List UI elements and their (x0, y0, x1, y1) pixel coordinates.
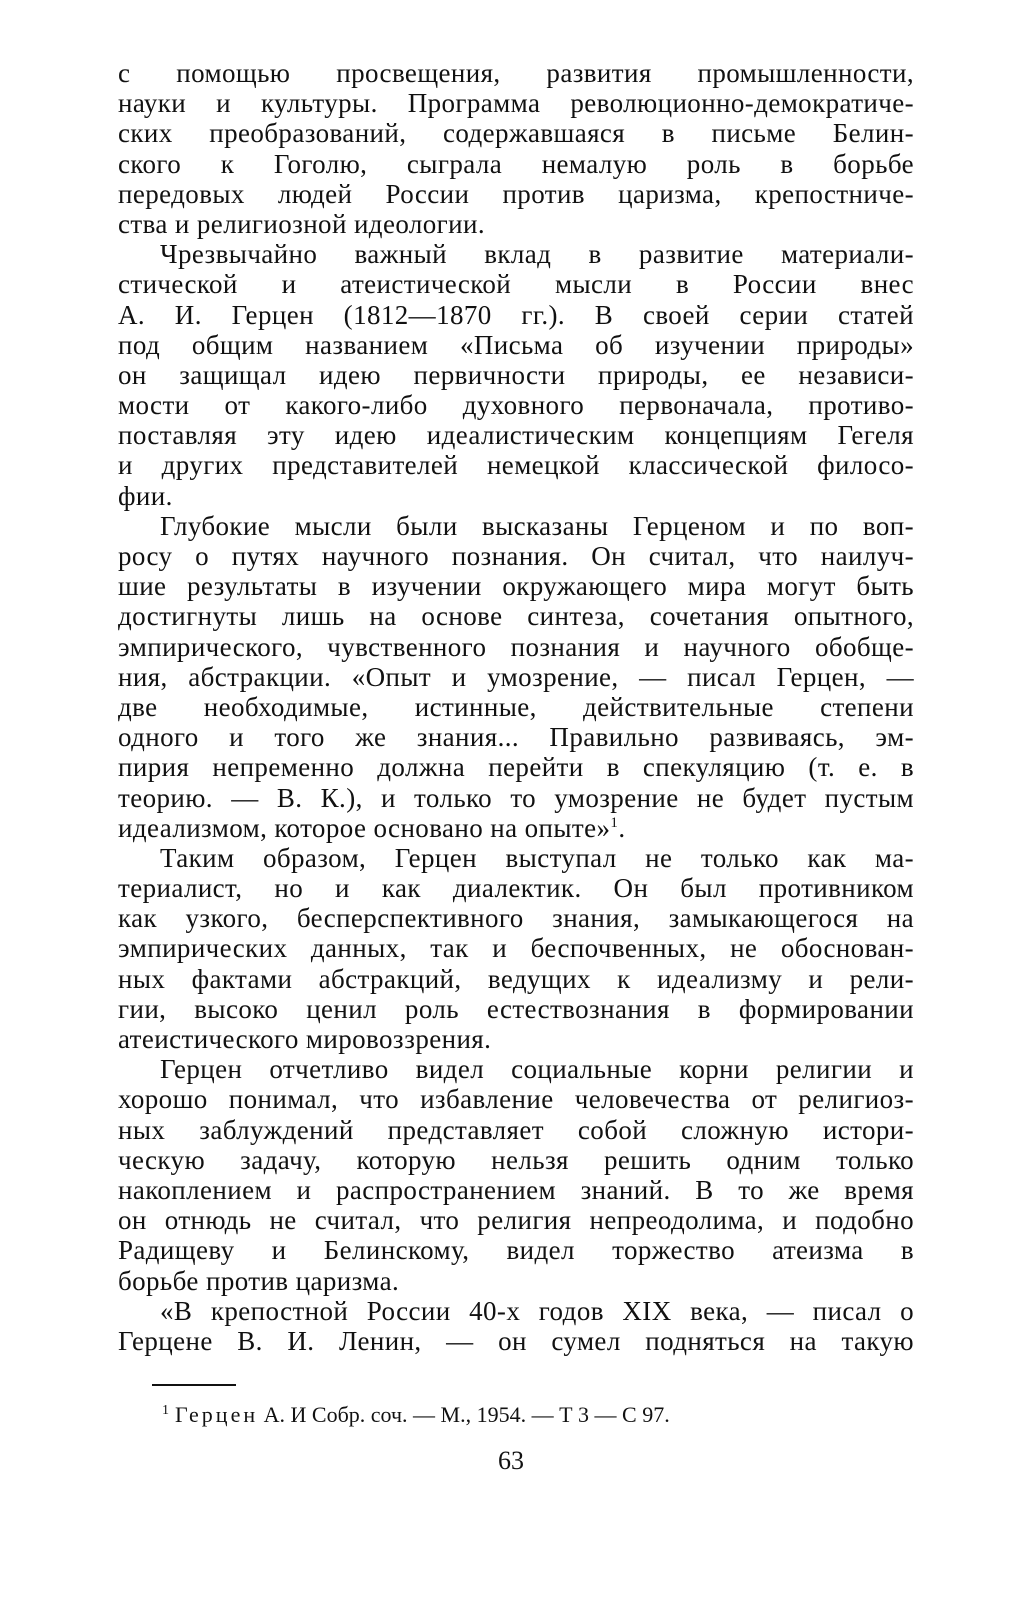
text-line-content: поставляя эту идею идеалистическим концепциям Гегеля (118, 420, 914, 451)
text-line-content: передовых людей России против царизма, крепостниче- (118, 178, 914, 209)
text-line-content: фии. (118, 480, 173, 511)
text-line-content: ния, абстракции. «Опыт и умозрение, — писал Герцен, — (118, 661, 914, 692)
text-line (118, 1115, 914, 1145)
text-line-content: он отнюдь не считал, что религия непреодолима, и подобно (118, 1205, 914, 1236)
text-line (118, 903, 914, 933)
text-line (118, 1205, 914, 1235)
footnote-citation: А. И Собр. соч. — М., 1954. — Т 3 — С 97. (258, 1402, 670, 1428)
text-line (118, 662, 914, 692)
text-line-content: «В крепостной России 40-х годов XIX века, — писал о (160, 1295, 914, 1326)
text-line-content: две необходимые, истинные, действительные степени (118, 691, 914, 722)
text-line-content: он защищал идею первичности природы, ее независи- (118, 359, 914, 390)
text-line-content: Герцене В. И. Ленин, — он сумел подняться на такую (118, 1325, 914, 1356)
text-line-content: Радищеву и Белинскому, видел торжество атеизма в (118, 1235, 914, 1266)
text-line (118, 511, 914, 541)
text-line (118, 601, 914, 631)
text-line-content: ских преобразований, содержавшаяся в письме Белин- (118, 118, 914, 149)
text-line (118, 58, 914, 88)
text-line (118, 269, 914, 299)
text-line-content: шие результаты в изучении окружающего мира могут быть (118, 571, 914, 602)
text-line (118, 571, 914, 601)
text-line-content: А. И. Герцен (1812—1870 гг.). В своей серии статей (118, 299, 914, 330)
text-line (118, 88, 914, 118)
text-line-content: ческую задачу, которую нельзя решить одним только (118, 1144, 914, 1175)
text-line-content: как узкого, бесперспективного знания, замыкающегося на (118, 903, 914, 934)
text-line (118, 420, 914, 450)
text-line-content: мости от какого-либо духовного первоначала, противо- (118, 390, 914, 421)
text-line (118, 450, 914, 480)
text-line-content: накоплением и распространением знаний. В то же время (118, 1174, 914, 1205)
text-line (118, 1235, 914, 1265)
text-line-content: гии, высоко ценил роль естествознания в формировании (118, 993, 914, 1024)
text-line (118, 1266, 914, 1296)
text-line (118, 1296, 914, 1326)
text-line-content: ства и религиозной идеологии. (118, 208, 485, 239)
text-line (118, 994, 914, 1024)
text-line-content: ных фактами абстракций, ведущих к идеализму и рели- (118, 963, 914, 994)
text-line-content: Таким образом, Герцен выступал не только как ма- (160, 842, 914, 873)
page-text (118, 58, 914, 1356)
text-line (118, 1054, 914, 1084)
text-line-tail: . (618, 812, 626, 843)
text-line (118, 360, 914, 390)
text-line (118, 1175, 914, 1205)
text-line (118, 722, 914, 752)
text-line-content: одного и того же знания... Правильно развиваясь, эм- (118, 722, 914, 753)
text-line (118, 390, 914, 420)
text-line-content: хорошо понимал, что избавление человечества от религиоз- (118, 1084, 914, 1115)
footnote-marker: 1 (162, 1403, 169, 1419)
text-line (118, 118, 914, 148)
text-line-content: эмпирического, чувственного познания и научного обобще- (118, 631, 914, 662)
text-line-content: стической и атеистической мысли в России внес (118, 269, 914, 300)
text-line-content: достигнуты лишь на основе синтеза, сочетания опытного, (118, 601, 914, 632)
text-line (118, 179, 914, 209)
footnote-reference: 1 (610, 814, 619, 831)
text-line-content: пирия непременно должна перейти в спекуляцию (т. е. в (118, 752, 914, 783)
text-line-content: науки и культуры. Программа революционно-демократиче- (118, 88, 914, 119)
footnote-author: Герцен (175, 1402, 259, 1428)
text-line-content: ных заблуждений представляет собой сложную истори- (118, 1114, 914, 1145)
text-line (118, 1084, 914, 1114)
text-line (118, 239, 914, 269)
text-line-content: ского к Гоголю, сыграла немалую роль в борьбе (118, 148, 914, 179)
text-line (118, 1326, 914, 1356)
text-line (118, 1024, 914, 1054)
text-line (118, 541, 914, 571)
text-line (118, 813, 914, 843)
text-line-content: борьбе против царизма. (118, 1265, 400, 1296)
text-line-content: эмпирических данных, так и беспочвенных, не обоснован- (118, 933, 914, 964)
text-line (118, 873, 914, 903)
text-line-content: теорию. — В. К.), и только то умозрение не будет пустым (118, 782, 914, 813)
footnote-divider (152, 1384, 236, 1386)
text-line (118, 692, 914, 722)
text-line (118, 752, 914, 782)
text-line (118, 300, 914, 330)
text-line (118, 330, 914, 360)
text-line-content: Глубокие мысли были высказаны Герценом и по воп- (160, 510, 914, 541)
text-line-content: атеистического мировоззрения. (118, 1024, 492, 1054)
text-line (118, 209, 914, 239)
text-line (118, 1145, 914, 1175)
text-line (118, 481, 914, 511)
page-number: 63 (498, 1446, 524, 1476)
text-line-content: териалист, но и как диалектик. Он был противником (118, 873, 914, 904)
text-line-content: идеализмом, которое основано на опыте» (118, 812, 611, 843)
text-line (118, 632, 914, 662)
text-line-content: Герцен отчетливо видел социальные корни религии и (160, 1054, 914, 1085)
footnote (162, 1398, 670, 1428)
text-line-content: под общим названием «Письма об изучении природы» (118, 329, 914, 360)
text-line (118, 783, 914, 813)
text-line (118, 843, 914, 873)
text-line (118, 964, 914, 994)
text-line (118, 149, 914, 179)
text-line-content: и других представителей немецкой классической филосо- (118, 450, 914, 481)
text-line (118, 933, 914, 963)
text-line-content: росу о путях научного познания. Он считал, что наилуч- (118, 541, 914, 571)
text-line-content: Чрезвычайно важный вклад в развитие материали- (160, 239, 914, 270)
text-line-content: с помощью просвещения, развития промышленности, (118, 58, 914, 88)
